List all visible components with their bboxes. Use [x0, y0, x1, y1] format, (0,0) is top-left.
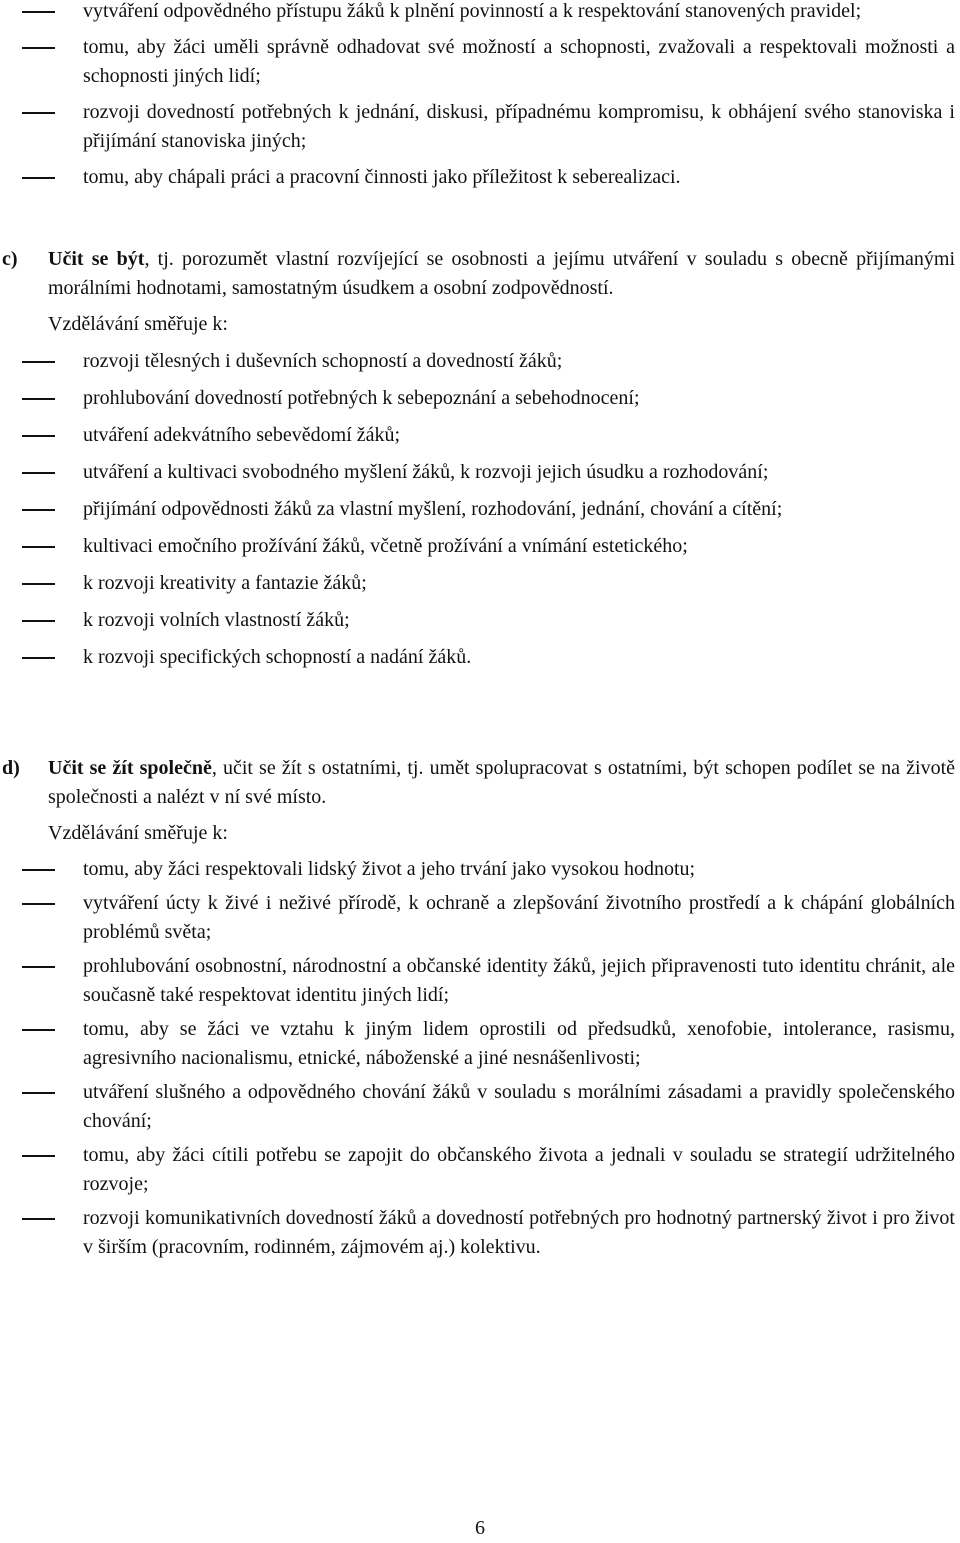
dash-bullet [22, 112, 55, 114]
dash-bullet [22, 11, 55, 13]
list-item: tomu, aby žáci uměli správně odhadovat své možností a schopnosti, zvažovali a respektovali možnosti a schopnosti jiných lidí; [0, 33, 960, 91]
dash-bullet [22, 620, 55, 622]
section-text: , tj. porozumět vlastní rozvíjející se osobnosti a jejímu utváření v souladu s obecně přijímanými morálními hodnotami, samostatným úsudkem a osobní zodpovědností. [48, 248, 955, 299]
dash-bullet [22, 869, 55, 871]
section-lead: Vzdělávání směřuje k: [48, 822, 228, 844]
dash-bullet [22, 1029, 55, 1031]
section-letter: d) [2, 757, 20, 779]
list-item: utváření slušného a odpovědného chování žáků v souladu s morálními zásadami a pravidly společenského chování; [0, 1078, 960, 1136]
section-d-intro [0, 754, 960, 812]
list-item: prohlubování osobnostní, národnostní a občanské identity žáků, jejich připravenosti tuto identitu chránit, ale současně také respektovat identitu jiných lidí; [0, 952, 960, 1010]
dash-bullet [22, 361, 55, 363]
section-text: , učit se žít s ostatními, tj. umět spolupracovat s ostatními, být schopen podílet se na životě společnosti a nalézt v ní své místo. [48, 757, 955, 808]
list-item: přijímání odpovědnosti žáků za vlastní myšlení, rozhodování, jednání, chování a cítění; [0, 495, 960, 524]
list-item: tomu, aby žáci respektovali lidský život a jeho trvání jako vysokou hodnotu; [0, 855, 960, 884]
section-lead: Vzdělávání směřuje k: [48, 313, 228, 335]
list-item: k rozvoji volních vlastností žáků; [0, 606, 960, 635]
dash-bullet [22, 546, 55, 548]
list-item: tomu, aby chápali práci a pracovní činnosti jako příležitost k seberealizaci. [0, 163, 960, 192]
list-item: utváření adekvátního sebevědomí žáků; [0, 421, 960, 450]
dash-bullet [22, 47, 55, 49]
list-item: utváření a kultivaci svobodného myšlení žáků, k rozvoji jejich úsudku a rozhodování; [0, 458, 960, 487]
dash-bullet [22, 509, 55, 511]
list-item: vytváření úcty k živé i neživé přírodě, k ochraně a zlepšování životního prostředí a k chápání globálních problémů světa; [0, 889, 960, 947]
list-item: rozvoji tělesných i duševních schopností a dovedností žáků; [0, 347, 960, 376]
list-item: prohlubování dovedností potřebných k sebepoznání a sebehodnocení; [0, 384, 960, 413]
dash-bullet [22, 657, 55, 659]
section-c [0, 245, 960, 672]
list-item: k rozvoji specifických schopností a nadání žáků. [0, 643, 960, 672]
top-list [0, 0, 960, 192]
section-letter: c) [2, 248, 18, 270]
list-item: tomu, aby žáci cítili potřebu se zapojit do občanského života a jednali v souladu se strategií udržitelného rozvoje; [0, 1141, 960, 1199]
dash-bullet [22, 177, 55, 179]
list-item: rozvoji dovedností potřebných k jednání, diskusi, případnému kompromisu, k obhájení svého stanoviska i přijímání stanoviska jiných; [0, 98, 960, 156]
list-item: rozvoji komunikativních dovedností žáků a dovedností potřebných pro hodnotný partnerský život i pro život v širším (pracovním, rodinném, zájmovém aj.) kolektivu. [0, 1204, 960, 1262]
list-item: vytváření odpovědného přístupu žáků k plnění povinností a k respektování stanovených pravidel; [0, 0, 960, 26]
dash-bullet [22, 903, 55, 905]
list-item: k rozvoji kreativity a fantazie žáků; [0, 569, 960, 598]
list-item: tomu, aby se žáci ve vztahu k jiným lidem oprostili od předsudků, xenofobie, intolerance, rasismu, agresivního nacionalismu, etnické, náboženské a jiné nesnášenlivosti; [0, 1015, 960, 1073]
section-heading: Učit se být [48, 248, 145, 270]
dash-bullet [22, 1092, 55, 1094]
page-number: 6 [475, 1517, 485, 1539]
dash-bullet [22, 1155, 55, 1157]
dash-bullet [22, 1218, 55, 1220]
dash-bullet [22, 435, 55, 437]
section-c-intro [0, 245, 960, 303]
dash-bullet [22, 583, 55, 585]
dash-bullet [22, 398, 55, 400]
section-d [0, 754, 960, 1262]
list-item: kultivaci emočního prožívání žáků, včetně prožívání a vnímání estetického; [0, 532, 960, 561]
dash-bullet [22, 966, 55, 968]
dash-bullet [22, 472, 55, 474]
section-heading: Učit se žít společně [48, 757, 212, 779]
